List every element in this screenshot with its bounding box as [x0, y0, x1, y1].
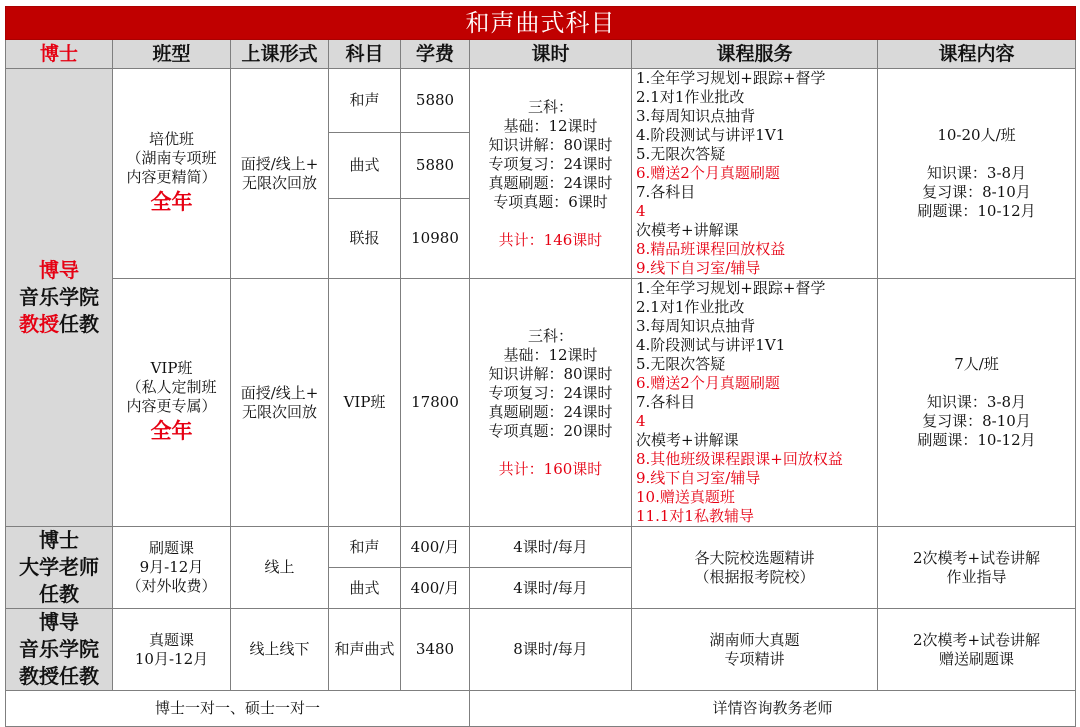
premium-content-3: 刷题课：10-12月	[917, 202, 1036, 220]
premium-hours-4: 专项复习：24课时	[488, 154, 613, 173]
premium-mode	[231, 69, 329, 279]
premium-hours-3: 知识讲解：80课时	[488, 135, 613, 154]
practice-class-type	[113, 527, 231, 609]
exam-services	[632, 609, 878, 691]
vip-class-size: 7人/班	[954, 355, 999, 373]
premium-service-9: 9.线下自习室/辅导	[636, 259, 761, 277]
vip-hours-5: 真题刷题：24课时	[488, 402, 613, 421]
premium-service-7a: 7.各科目	[636, 183, 696, 201]
exam-content-2: 赠送刷题课	[938, 649, 1014, 668]
vip-desc2: 内容更专属）	[126, 397, 217, 415]
premium-hours-5: 真题刷题：24课时	[488, 173, 613, 192]
vip-name: VIP班	[150, 359, 193, 377]
vip-service-1: 1.全年学习规划+跟踪+督学	[636, 279, 826, 297]
premium-term: 全年	[150, 189, 193, 214]
g3-teacher-line3: 教授任教	[19, 664, 99, 688]
vip-term: 全年	[150, 418, 193, 443]
premium-content	[878, 69, 1076, 279]
vip-service-7	[636, 393, 877, 450]
vip-content	[878, 279, 1076, 527]
premium-class-size: 10-20人/班	[937, 126, 1016, 144]
teacher-line3-red: 教授	[19, 312, 59, 336]
premium-mode2: 无限次回放	[241, 173, 317, 192]
practice-fee-2: 400/月	[401, 568, 470, 609]
vip-row	[6, 279, 1076, 527]
vip-fee: 17800	[401, 279, 470, 527]
exam-content-1: 2次模考+试卷讲解	[912, 630, 1041, 649]
premium-service-6: 6.赠送2个月真题刷题	[636, 164, 780, 182]
course-table	[5, 6, 1076, 727]
practice-hours-1: 4课时/每月	[470, 527, 632, 568]
practice-note: （对外收费）	[126, 577, 217, 595]
practice-content-1: 2次模考+试卷讲解	[912, 548, 1041, 567]
exam-service-2: 专项精讲	[724, 649, 785, 668]
exam-period: 10月-12月	[134, 649, 209, 668]
practice-period: 9月-12月	[139, 558, 204, 576]
vip-service-7b: 4	[636, 412, 646, 430]
premium-hours-1: 三科：	[527, 97, 573, 116]
vip-service-6: 6.赠送2个月真题刷题	[636, 374, 780, 392]
exam-mode: 线上线下	[231, 609, 329, 691]
premium-hours	[470, 69, 632, 279]
practice-services	[632, 527, 878, 609]
practice-subject-1: 和声	[329, 527, 401, 568]
practice-content-2: 作业指导	[946, 567, 1007, 586]
practice-service-1: 各大院校选题精讲	[694, 548, 815, 567]
header-hours: 课时	[470, 40, 632, 69]
vip-hours-4: 专项复习：24课时	[488, 383, 613, 402]
g3-teacher-line2: 音乐学院	[19, 637, 99, 661]
vip-service-7a: 7.各科目	[636, 393, 696, 411]
vip-service-2: 2.1对1作业批改	[636, 298, 745, 316]
vip-hours-2: 基础：12课时	[503, 345, 598, 364]
vip-mode2: 无限次回放	[241, 402, 317, 421]
header-subject: 科目	[329, 40, 401, 69]
exam-name: 真题课	[148, 630, 194, 649]
practice-mode: 线上	[231, 527, 329, 609]
g3-teacher-line1: 博导	[39, 610, 79, 634]
exam-class-type	[113, 609, 231, 691]
g2-teacher-line3: 任教	[39, 582, 79, 606]
premium-services	[632, 69, 878, 279]
premium-fee-1: 5880	[401, 69, 470, 133]
premium-desc1: （湖南专项班	[126, 149, 217, 167]
g2-teacher-line1: 博士	[39, 528, 79, 552]
vip-service-9: 9.线下自习室/辅导	[636, 469, 761, 487]
vip-content-3: 刷题课：10-12月	[917, 431, 1036, 449]
header-teacher: 博士	[6, 40, 113, 69]
vip-class-type	[113, 279, 231, 527]
premium-service-4: 4.阶段测试与讲评1V1	[636, 126, 786, 144]
footer-right: 详情咨询教务老师	[470, 691, 1076, 727]
header-mode: 上课形式	[231, 40, 329, 69]
vip-subject: VIP班	[329, 279, 401, 527]
premium-content-1: 知识课：3-8月	[926, 164, 1027, 182]
teacher-cell-group3	[6, 609, 113, 691]
premium-service-2: 2.1对1作业批改	[636, 88, 745, 106]
exam-subject: 和声曲式	[329, 609, 401, 691]
teacher-line3	[6, 311, 112, 338]
premium-desc2: 内容更精简）	[126, 168, 217, 186]
exam-hours: 8课时/每月	[470, 609, 632, 691]
vip-service-7c: 次模考+讲解课	[636, 431, 739, 449]
premium-name: 培优班	[148, 130, 194, 148]
premium-hours-total: 共计：146课时	[498, 230, 603, 249]
premium-fee-3: 10980	[401, 199, 470, 279]
exam-service-1: 湖南师大真题	[709, 630, 800, 649]
practice-service-2: （根据报考院校）	[694, 567, 815, 586]
teacher-cell-group1	[6, 69, 113, 527]
premium-row-1	[6, 69, 1076, 133]
premium-service-7b: 4	[636, 202, 646, 220]
teacher-line2: 音乐学院	[19, 285, 99, 309]
vip-service-11: 11.1对1私教辅导	[636, 507, 754, 525]
practice-row-1	[6, 527, 1076, 568]
vip-service-4: 4.阶段测试与讲评1V1	[636, 336, 786, 354]
header-row	[6, 40, 1076, 69]
vip-content-1: 知识课：3-8月	[926, 393, 1027, 411]
premium-service-7c: 次模考+讲解课	[636, 221, 739, 239]
premium-subject-1: 和声	[329, 69, 401, 133]
vip-hours-6: 专项真题：20课时	[488, 421, 613, 440]
vip-services	[632, 279, 878, 527]
premium-content-2: 复习课：8-10月	[922, 183, 1031, 201]
vip-service-8: 8.其他班级课程跟课+回放权益	[636, 450, 843, 468]
practice-fee-1: 400/月	[401, 527, 470, 568]
vip-mode	[231, 279, 329, 527]
premium-fee-2: 5880	[401, 133, 470, 199]
footer-row	[6, 691, 1076, 727]
vip-mode1: 面授/线上+	[240, 383, 319, 402]
premium-service-8: 8.精品班课程回放权益	[636, 240, 786, 258]
vip-service-10: 10.赠送真题班	[636, 488, 735, 506]
premium-service-3: 3.每周知识点抽背	[636, 107, 756, 125]
premium-hours-2: 基础：12课时	[503, 116, 598, 135]
premium-hours-6: 专项真题：6课时	[493, 192, 608, 211]
header-class-type: 班型	[113, 40, 231, 69]
teacher-cell-group2	[6, 527, 113, 609]
practice-hours-2: 4课时/每月	[470, 568, 632, 609]
header-content: 课程内容	[878, 40, 1076, 69]
exam-content	[878, 609, 1076, 691]
vip-hours	[470, 279, 632, 527]
g2-teacher-line2: 大学老师	[19, 555, 99, 579]
premium-subject-3: 联报	[329, 199, 401, 279]
premium-class-type	[113, 69, 231, 279]
exam-row	[6, 609, 1076, 691]
vip-desc1: （私人定制班	[126, 378, 217, 396]
header-services: 课程服务	[632, 40, 878, 69]
vip-hours-total: 共计：160课时	[498, 459, 603, 478]
footer-left: 博士一对一、硕士一对一	[6, 691, 470, 727]
teacher-line3-black: 任教	[59, 312, 99, 336]
practice-subject-2: 曲式	[329, 568, 401, 609]
vip-hours-3: 知识讲解：80课时	[488, 364, 613, 383]
practice-name: 刷题课	[148, 539, 194, 557]
exam-fee: 3480	[401, 609, 470, 691]
practice-content	[878, 527, 1076, 609]
table-title: 和声曲式科目	[6, 7, 1076, 40]
vip-service-5: 5.无限次答疑	[636, 355, 726, 373]
teacher-line1: 博导	[39, 258, 79, 282]
premium-service-1: 1.全年学习规划+跟踪+督学	[636, 69, 826, 87]
header-fee: 学费	[401, 40, 470, 69]
premium-service-7	[636, 183, 877, 240]
vip-content-2: 复习课：8-10月	[922, 412, 1031, 430]
premium-service-5: 5.无限次答疑	[636, 145, 726, 163]
premium-subject-2: 曲式	[329, 133, 401, 199]
vip-hours-1: 三科：	[527, 326, 573, 345]
vip-service-3: 3.每周知识点抽背	[636, 317, 756, 335]
premium-mode1: 面授/线上+	[240, 154, 319, 173]
